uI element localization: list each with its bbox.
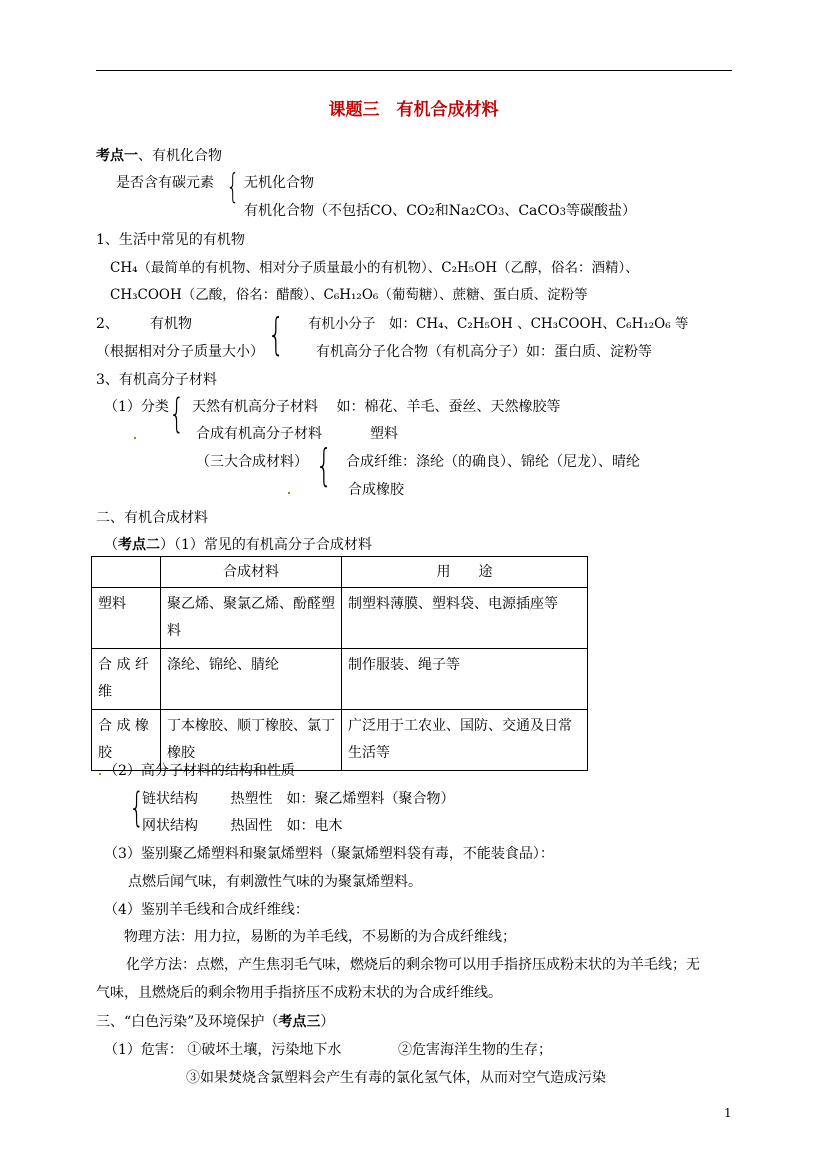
table-row xyxy=(92,649,588,710)
table-cell: 制作服装、绳子等 xyxy=(342,649,588,710)
section-3-title: 三、“白色污染”及环境保护（考点三） xyxy=(96,1014,335,1030)
table-header-cell xyxy=(92,557,161,588)
stray-mark xyxy=(134,437,136,439)
section-2-note: （根据相对分子质量大小） xyxy=(96,344,264,360)
table-cell: 合 成 纤 维 xyxy=(92,649,161,710)
section-1-heading: 1、生活中常见的有机物 xyxy=(96,232,245,248)
inorganic-label: 无机化合物 xyxy=(244,175,314,191)
section-2-number: 2、 xyxy=(96,316,119,332)
kp2-heading: （考点二）（1）常见的有机高分子合成材料 xyxy=(104,537,372,553)
table-cell: 丁本橡胶、顺丁橡胶、氯丁 橡胶 xyxy=(161,710,342,771)
three-synthetic-note: （三大合成材料） xyxy=(196,454,308,470)
brace: { xyxy=(226,167,240,207)
common-organics-line-2: CH₃COOH（乙酸，俗名：醋酸）、C₆H₁₂O₆（葡萄糖）、蔗糖、蛋白质、淀粉等 xyxy=(110,287,588,303)
carbon-criterion: 是否含有碳元素 xyxy=(116,175,214,191)
section-2-title: 二、有机合成材料 xyxy=(96,510,208,526)
brace: { xyxy=(315,440,333,491)
brace: { xyxy=(129,785,145,831)
part-3-heading: （3）鉴别聚乙烯塑料和聚氯烯塑料（聚氯烯塑料袋有毒，不能装食品）： xyxy=(104,846,554,862)
stray-mark xyxy=(288,492,290,494)
plastic-label: 塑料 xyxy=(370,426,398,442)
common-organics-line-1: CH₄（最简单的有机物、相对分子质量最小的有机物）、C₂H₅OH（乙醇，俗名：酒精）、 xyxy=(110,260,639,276)
part-4-heading: （4）鉴别羊毛线和合成纤维线： xyxy=(104,902,309,918)
table-row xyxy=(92,588,588,649)
part-3-body: 点燃后闻气味，有刺激性气味的为聚氯烯塑料。 xyxy=(128,874,422,890)
harm-line-2: ③如果焚烧含氯塑料会产生有毒的氯化氢气体，从而对空气造成污染 xyxy=(186,1070,606,1086)
section-2-word: 有机物 xyxy=(150,316,192,332)
table-header-row xyxy=(92,557,588,588)
stray-mark xyxy=(99,773,101,775)
table-cell: 塑料 xyxy=(92,588,161,649)
part-2-heading: （2）高分子材料的结构和性质 xyxy=(104,763,295,779)
kp1-heading xyxy=(96,146,222,166)
harm-line-1: （1）危害： ①破坏土壤，污染地下水 xyxy=(104,1042,342,1058)
natural-materials-line: 天然有机高分子材料 如：棉花、羊毛、蚕丝、天然橡胶等 xyxy=(192,399,561,415)
table-cell: 聚乙烯、聚氯乙烯、酚醛塑 料 xyxy=(161,588,342,649)
header-rule xyxy=(96,70,732,71)
table-cell: 合 成 橡 胶 xyxy=(92,710,161,771)
organic-definition: 有机化合物（不包括CO、CO2和Na2CO3、CaCO3等碳酸盐） xyxy=(244,203,636,219)
synthetic-fiber-line: 合成纤维：涤纶（的确良）、锦纶（尼龙）、晴纶 xyxy=(346,454,640,470)
brace: { xyxy=(267,309,285,360)
table-cell: 制塑料薄膜、塑料袋、电源插座等 xyxy=(342,588,588,649)
chain-structure-line: 链状结构 热塑性 如：聚乙烯塑料（聚合物） xyxy=(142,791,455,807)
harm-line-1b: ②危害海洋生物的生存； xyxy=(398,1042,552,1058)
table-cell: 广泛用于工农业、国防、交通及日常 生活等 xyxy=(342,710,588,771)
section-3-heading: 3、有机高分子材料 xyxy=(96,372,217,388)
page-title: 课题三 有机合成材料 xyxy=(328,100,499,120)
kp2-label: 考点二 xyxy=(118,537,160,553)
page-number: 1 xyxy=(724,1106,732,1120)
kp1-label: 考点一 xyxy=(96,148,138,164)
synthetic-materials-label: 合成有机高分子材料 xyxy=(196,426,322,442)
macromolecule-line: 有机高分子化合物（有机高分子）如：蛋白质、淀粉等 xyxy=(316,344,652,360)
synthetic-rubber-label: 合成橡胶 xyxy=(348,482,404,498)
chemical-method-line-2: 气味，且燃烧后的剩余物用手指挤压不成粉末状的为合成纤维线。 xyxy=(96,985,502,1001)
chemical-method-line-1: 化学方法：点燃，产生焦羽毛气味，燃烧后的剩余物可以用手指挤压成粉末状的为羊毛线；无 xyxy=(126,957,700,973)
physical-method: 物理方法：用力拉，易断的为羊毛线，不易断的为合成纤维线； xyxy=(124,929,516,945)
table-header-cell: 用 途 xyxy=(342,557,588,588)
materials-table xyxy=(91,556,588,771)
classification-label: （1）分类 xyxy=(104,399,169,415)
kp3-label: 考点三 xyxy=(278,1014,321,1030)
table-cell: 涤纶、锦纶、腈纶 xyxy=(161,649,342,710)
kp1-text: 、有机化合物 xyxy=(138,148,222,164)
brace: { xyxy=(169,391,185,437)
small-molecule-line: 有机小分子 如：CH₄、C₂H₅OH 、CH₃COOH、C₆H₁₂O₆ 等 xyxy=(308,316,689,332)
table-header-cell: 合成材料 xyxy=(161,557,342,588)
network-structure-line: 网状结构 热固性 如：电木 xyxy=(142,818,343,834)
